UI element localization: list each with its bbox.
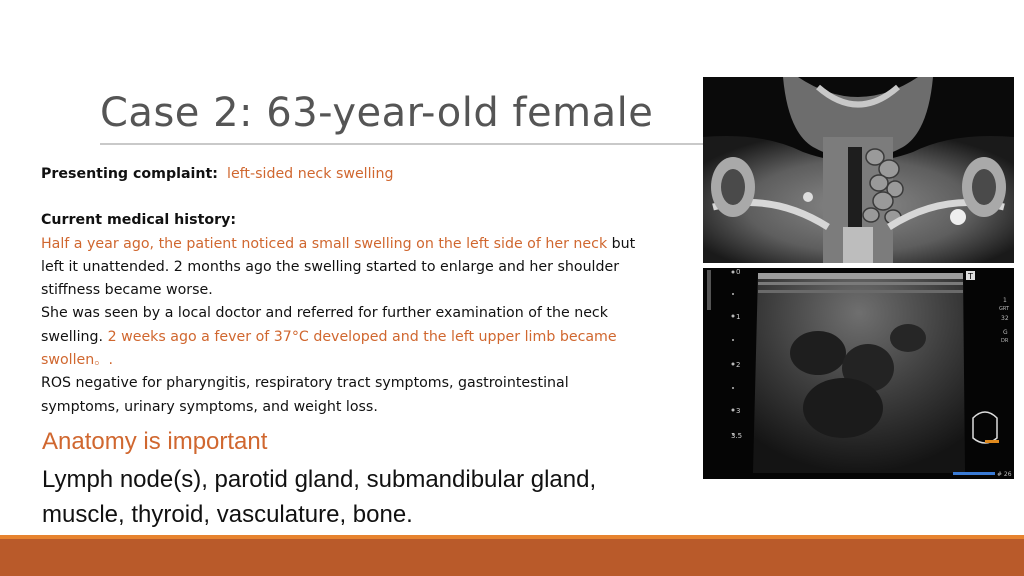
ct-scan-image	[703, 77, 1014, 263]
history-p1-highlight: Half a year ago, the patient noticed a small swelling on the left side of her neck	[41, 235, 608, 252]
us-frame-label: # 26	[997, 471, 1012, 478]
us-side-label-5: DR	[1001, 338, 1009, 344]
ultrasound-graphic	[703, 268, 1014, 479]
us-tick-3: 3	[736, 407, 741, 415]
case-description	[41, 163, 651, 419]
anatomy-heading: Anatomy is important	[42, 428, 268, 455]
us-side-label-1: 1	[1003, 297, 1007, 304]
history-paragraph-1	[41, 233, 651, 303]
anatomy-text: Lymph node(s), parotid gland, submandibular gland, muscle, thyroid, vasculature, bone.	[42, 466, 597, 528]
ros-paragraph: ROS negative for pharyngitis, respiratory tract symptoms, gastrointestinal symptoms, urinary symptoms, and weight loss.	[41, 375, 569, 415]
history-paragraph-2	[41, 302, 651, 372]
us-tick-3-5: 3.5	[731, 432, 743, 440]
footer-bar	[0, 539, 1024, 576]
history-p2-text: She was seen by a local doctor and referred for further examination of the neck swelling.	[41, 305, 608, 345]
presenting-complaint-label: Presenting complaint:	[41, 166, 218, 182]
us-tick-1: 1	[736, 313, 741, 321]
us-side-label-4: G	[1003, 329, 1008, 336]
us-marker-t: T	[968, 272, 973, 281]
history-p2-highlight: 2 weeks ago a fever of 37°C developed and the left upper limb became swollen。.	[41, 328, 617, 369]
slide-title: Case 2: 63-year-old female	[100, 90, 654, 136]
title-divider	[100, 143, 706, 145]
us-side-label-2: GRT	[999, 306, 1010, 312]
us-tick-0: 0	[736, 268, 741, 276]
spacer	[41, 186, 651, 209]
ct-scan-graphic	[703, 77, 1014, 263]
medical-history-label: Current medical history:	[41, 212, 237, 229]
us-side-label-3: 32	[1001, 315, 1009, 322]
ultrasound-image	[703, 268, 1014, 479]
history-p1-text: but left it unattended. 2 months ago the swelling started to enlarge and her shoulder stiffness became worse.	[41, 235, 636, 299]
us-tick-2: 2	[736, 361, 741, 369]
presenting-complaint-line	[41, 163, 651, 186]
presenting-complaint-value: left-sided neck swelling	[227, 166, 394, 182]
